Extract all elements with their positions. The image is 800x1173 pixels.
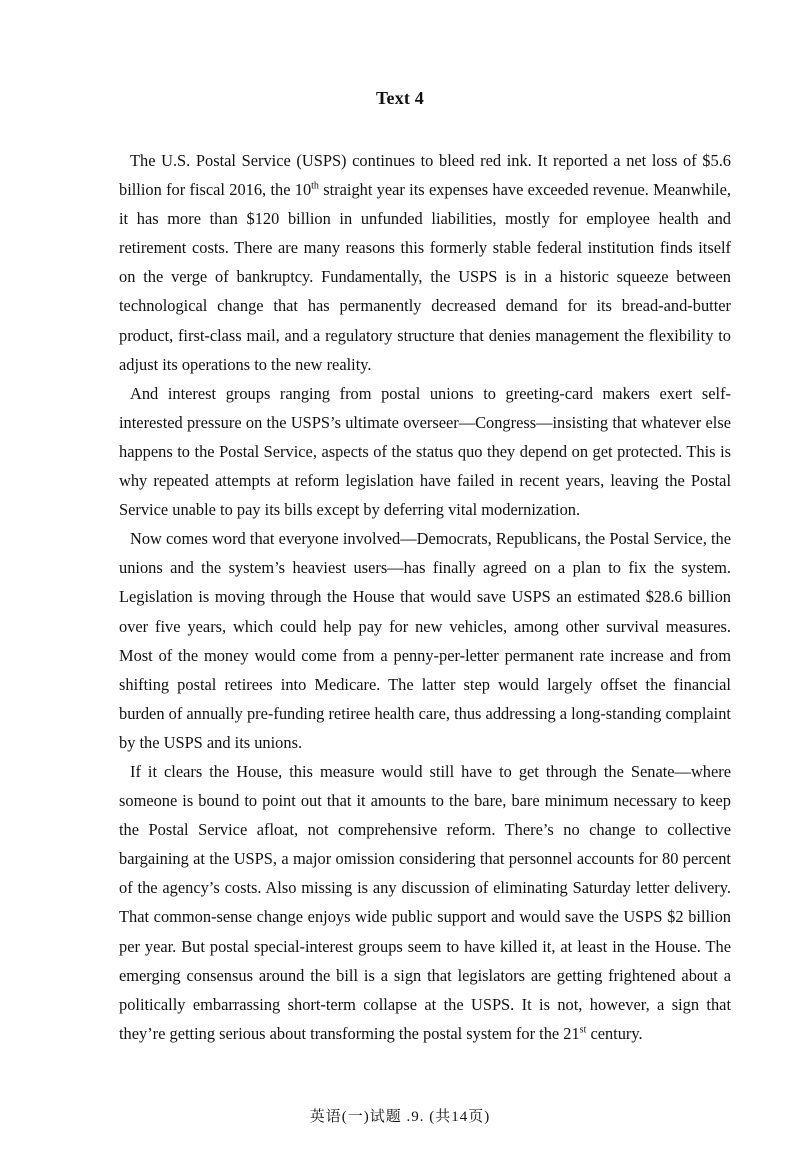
paragraph-2: And interest groups ranging from postal unions to greeting-card makers exert self-interested pressure on the USPS’s ultimate overseer—Congress—insisting that whatever else happens to the Postal Service, aspects of the status quo they depend on get protected. This is why repeated attempts at reform legislation have failed in recent years, leaving the Postal Service unable to pay its bills except by deferring vital modernization. <box>119 383 731 520</box>
page-footer: 英语(一)试题 .9. (共14页) <box>309 1109 491 1125</box>
article-body <box>119 146 731 1048</box>
paragraph-4: If it clears the House, this measure would still have to get through the Senate—where someone is bound to point out that it amounts to the bare, bare minimum necessary to keep the Postal Service afloat, not comprehensive reform. There’s no change to collective bargaining at the USPS, a major omission considering that personnel accounts for 80 percent of the agency’s costs. Also missing is any discussion of eliminating Saturday letter delivery. That common-sense change enjoys wide public support and would save the USPS $2 billion per year. But postal special-interest groups seem to have killed it, at least in the House. The emerging consensus around the bill is a sign that legislators are getting frightened about a politically embarrassing short-term collapse at the USPS. It is not, however, a sign that they’re getting serious about transforming the postal system for the 21st century. <box>119 761 731 1043</box>
section-title: Text 4 <box>375 88 425 108</box>
paragraph-3: Now comes word that everyone involved—Democrats, Republicans, the Postal Service, the unions and the system’s heaviest users—has finally agreed on a plan to fix the system. Legislation is moving through the House that would save USPS an estimated $28.6 billion over five years, which could help pay for new vehicles, among other survival measures. Most of the money would come from a penny-per-letter permanent rate increase and from shifting postal retirees into Medicare. The latter step would largely offset the financial burden of annually pre-funding retiree health care, thus addressing a long-standing complaint by the USPS and its unions. <box>119 529 731 752</box>
paragraph-1: The U.S. Postal Service (USPS) continues to bleed red ink. It reported a net loss of $5.6 billion for fiscal 2016, the 10th straight year its expenses have exceeded revenue. Meanwhile, it has more than $120 billion in unfunded liabilities, mostly for employee health and retirement costs. There are many reasons this formerly stable federal institution finds itself on the verge of bankruptcy. Fundamentally, the USPS is in a historic squeeze between technological change that has permanently decreased demand for its bread-and-butter product, first-class mail, and a regulatory structure that denies management the flexibility to adjust its operations to the new reality. <box>119 151 731 374</box>
